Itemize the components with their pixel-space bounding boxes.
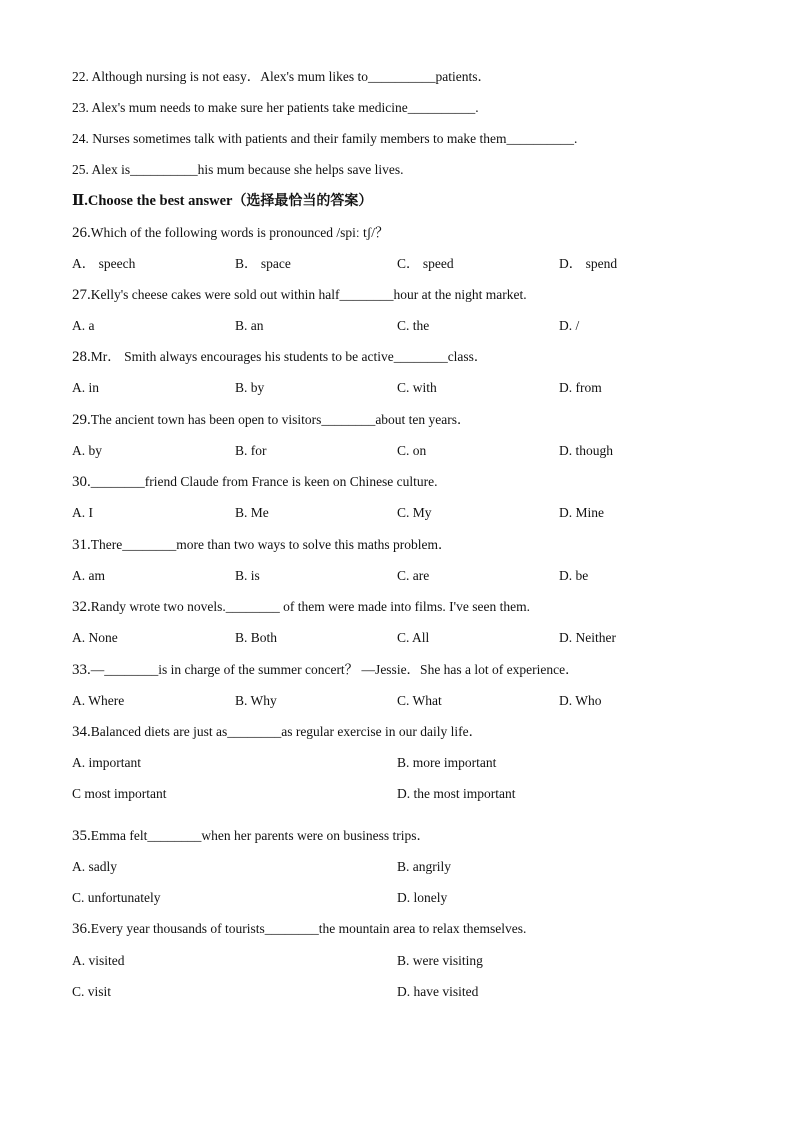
q34-option-c: C most important [72, 786, 167, 801]
q29-option-b: B. for [235, 443, 267, 458]
q36-option-c: C. visit [72, 984, 112, 999]
question-number: 27. [72, 287, 91, 303]
q32-option-d: D. Neither [559, 630, 616, 645]
q32-option-b: B. Both [235, 630, 278, 645]
q28-option-b: B. by [235, 380, 265, 395]
q31-option-c: C. are [397, 568, 430, 583]
question-35 [72, 827, 430, 845]
fill-blank-24: 24. Nurses sometimes talk with patients and their family members to make them__________. [72, 131, 578, 146]
q33-option-d: D. Who [559, 693, 602, 708]
fill-blank-25: 25. Alex is__________his mum because she helps save lives. [72, 162, 404, 177]
question-text: Which of the following words is pronounced /spiː tʃ/？ [90, 225, 389, 240]
q31-option-d: D. be [559, 568, 589, 583]
question-text: Every year thousands of tourists________the mountain area to relax themselves. [90, 921, 527, 936]
question-text: The ancient town has been open to visitors________about ten years． [90, 412, 471, 427]
q29-option-d: D. though [559, 443, 613, 458]
question-number: 29. [72, 412, 91, 428]
question-number: 34. [72, 724, 91, 740]
question-36 [72, 920, 526, 938]
q36-option-b: B. were visiting [397, 953, 483, 968]
question-text: Balanced diets are just as________as regular exercise in our daily life． [90, 724, 483, 739]
question-text: —________is in charge of the summer concert？ —Jessie．She has a lot of experience． [90, 662, 579, 677]
fill-blank-22: 22. Although nursing is not easy．Alex's mum likes to__________patients． [72, 69, 492, 84]
q34-option-a: A. important [72, 755, 141, 770]
q26-option-a: A． speech [72, 256, 136, 271]
section-heading [72, 192, 372, 210]
q27-option-d: D. / [559, 318, 580, 333]
question-text: ________friend Claude from France is keen on Chinese culture. [90, 474, 438, 489]
q33-option-b: B. Why [235, 693, 277, 708]
section-title-cn: （选择最恰当的答案） [232, 193, 373, 209]
question-number: 32. [72, 599, 91, 615]
q27-option-c: C. the [397, 318, 430, 333]
q29-option-a: A. by [72, 443, 102, 458]
question-30 [72, 473, 438, 491]
question-33 [72, 661, 579, 679]
q30-option-b: B. Me [235, 505, 269, 520]
question-number: 33. [72, 662, 91, 678]
q35-option-b: B. angrily [397, 859, 451, 874]
question-text: There________more than two ways to solve this maths problem． [90, 537, 452, 552]
q33-option-c: C. What [397, 693, 442, 708]
q28-option-c: C. with [397, 380, 437, 395]
question-31 [72, 536, 451, 554]
question-number: 26. [72, 225, 91, 241]
question-27 [72, 286, 527, 304]
question-text: Kelly's cheese cakes were sold out within half________hour at the night market. [90, 287, 527, 302]
q30-option-d: D. Mine [559, 505, 604, 520]
q27-option-b: B. an [235, 318, 264, 333]
q31-option-b: B. is [235, 568, 260, 583]
question-text: Mr． Smith always encourages his students to be active________class． [90, 349, 488, 364]
q32-option-a: A. None [72, 630, 118, 645]
question-34 [72, 723, 482, 741]
question-29 [72, 411, 471, 429]
q27-option-a: A. a [72, 318, 95, 333]
question-number: 36. [72, 921, 91, 937]
question-32 [72, 598, 530, 616]
q36-option-a: A. visited [72, 953, 125, 968]
question-26 [72, 224, 388, 242]
q34-option-d: D. the most important [397, 786, 516, 801]
fill-blank-23: 23. Alex's mum needs to make sure her patients take medicine__________. [72, 100, 479, 115]
q35-option-d: D. lonely [397, 890, 448, 905]
q31-option-a: A. am [72, 568, 105, 583]
q36-option-d: D. have visited [397, 984, 479, 999]
q28-option-d: D. from [559, 380, 602, 395]
q35-option-a: A. sadly [72, 859, 117, 874]
question-number: 31. [72, 537, 91, 553]
q29-option-c: C. on [397, 443, 427, 458]
question-28 [72, 348, 487, 366]
section-title: Ⅱ.Choose the best answer [72, 193, 233, 209]
q35-option-c: C. unfortunately [72, 890, 161, 905]
q32-option-c: C. All [397, 630, 430, 645]
q26-option-b: B． space [235, 256, 291, 271]
question-number: 28. [72, 349, 91, 365]
q28-option-a: A. in [72, 380, 99, 395]
q26-option-c: C． speed [397, 256, 454, 271]
question-text: Randy wrote two novels.________ of them were made into films. I've seen them. [90, 599, 530, 614]
question-number: 30. [72, 474, 91, 490]
q30-option-a: A. I [72, 505, 93, 520]
q34-option-b: B. more important [397, 755, 497, 770]
question-number: 35. [72, 828, 91, 844]
q33-option-a: A. Where [72, 693, 125, 708]
q30-option-c: C. My [397, 505, 432, 520]
question-text: Emma felt________when her parents were on business trips． [90, 828, 431, 843]
q26-option-d: D． spend [559, 256, 618, 271]
